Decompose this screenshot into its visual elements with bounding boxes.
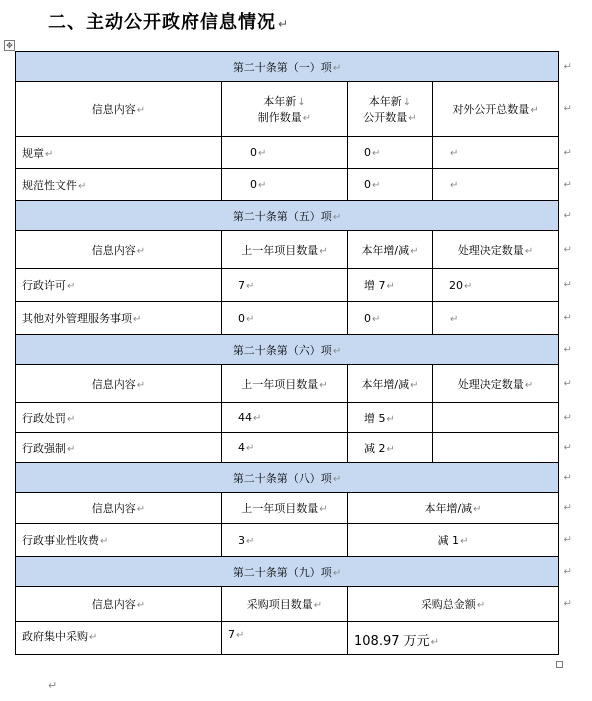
heading-text: 二、主动公开政府信息情况 bbox=[48, 12, 276, 33]
section-header-row bbox=[16, 463, 559, 493]
section-heading bbox=[48, 8, 289, 34]
table-row bbox=[16, 524, 559, 557]
header-prev-year-count: 上一年项目数量↵ bbox=[222, 231, 348, 269]
cell-value: ↵ ↵ bbox=[433, 302, 559, 335]
section-header-row bbox=[16, 52, 559, 82]
cell-value: 增 7↵ bbox=[348, 269, 433, 302]
row-label: 规章↵ bbox=[16, 137, 222, 169]
row-label: 规范性文件↵ bbox=[16, 169, 222, 201]
column-header-row bbox=[16, 365, 559, 403]
header-new-published: 本年新↓ 公开数量↵ bbox=[348, 82, 433, 137]
table-row bbox=[16, 302, 559, 335]
cell-value: 0↵ bbox=[222, 302, 348, 335]
column-header-row bbox=[16, 587, 559, 622]
table-move-handle-icon[interactable]: ✥ bbox=[4, 40, 15, 51]
cell-value: ↵ ↵ bbox=[433, 169, 559, 201]
cell-value: 108.97 万元↵ bbox=[348, 622, 559, 655]
row-label: 行政事业性收费↵ bbox=[16, 524, 222, 557]
header-total-published: 对外公开总数量↵ ↵ bbox=[433, 82, 559, 137]
header-year-change: 本年增/减↵ ↵ bbox=[348, 493, 559, 524]
row-label: 行政许可↵ bbox=[16, 269, 222, 302]
header-year-change: 本年增/减↵ bbox=[348, 365, 433, 403]
row-label: 政府集中采购↵ bbox=[16, 622, 222, 655]
header-info-content: 信息内容↵ bbox=[16, 82, 222, 137]
table-row bbox=[16, 433, 559, 463]
cell-value: 0↵ bbox=[222, 169, 348, 201]
disclosure-table bbox=[15, 51, 573, 655]
section-title: 第二十条第（六）项↵ ↵ bbox=[16, 335, 559, 365]
paragraph-mark-icon: ↵ bbox=[278, 17, 290, 31]
table-row bbox=[16, 403, 559, 433]
column-header-row bbox=[16, 82, 559, 137]
cell-value: 4↵ bbox=[222, 433, 348, 463]
header-new-made: 本年新↓ 制作数量↵ bbox=[222, 82, 348, 137]
section-header-row bbox=[16, 201, 559, 231]
section-title: 第二十条第（五）项↵ ↵ bbox=[16, 201, 559, 231]
cell-value: ↵ bbox=[433, 403, 559, 433]
paragraph-mark-icon: ↵ bbox=[48, 679, 58, 692]
table-resize-handle-icon[interactable] bbox=[556, 661, 563, 668]
cell-value: 3↵ bbox=[222, 524, 348, 557]
section-header-row bbox=[16, 335, 559, 365]
cell-value: 20↵ ↵ bbox=[433, 269, 559, 302]
cell-value: 0↵ bbox=[348, 302, 433, 335]
cell-value: 7↵ bbox=[222, 269, 348, 302]
section-title: 第二十条第（一）项↵ ↵ bbox=[16, 52, 559, 82]
header-info-content: 信息内容↵ bbox=[16, 231, 222, 269]
cell-value: 减 1↵ ↵ bbox=[348, 524, 559, 557]
header-info-content: 信息内容↵ bbox=[16, 493, 222, 524]
header-info-content: 信息内容↵ bbox=[16, 365, 222, 403]
row-label: 行政强制↵ bbox=[16, 433, 222, 463]
header-year-change: 本年增/减↵ bbox=[348, 231, 433, 269]
header-decision-count: 处理决定数量↵ ↵ bbox=[433, 231, 559, 269]
header-decision-count: 处理决定数量↵ ↵ bbox=[433, 365, 559, 403]
cell-value: ↵ ↵ bbox=[433, 137, 559, 169]
table-row bbox=[16, 269, 559, 302]
header-prev-year-count: 上一年项目数量↵ bbox=[222, 493, 348, 524]
cell-value: 44↵ bbox=[222, 403, 348, 433]
cell-value: 0↵ bbox=[348, 169, 433, 201]
table-row bbox=[16, 169, 559, 201]
header-info-content: 信息内容↵ bbox=[16, 587, 222, 622]
header-purchase-count: 采购项目数量↵ bbox=[222, 587, 348, 622]
table-row bbox=[16, 622, 559, 655]
row-label: 行政处罚↵ bbox=[16, 403, 222, 433]
section-title: 第二十条第（八）项↵ ↵ bbox=[16, 463, 559, 493]
section-header-row bbox=[16, 557, 559, 587]
row-label: 其他对外管理服务事项↵ bbox=[16, 302, 222, 335]
header-purchase-total: 采购总金额↵ ↵ bbox=[348, 587, 559, 622]
cell-value: 减 2↵ bbox=[348, 433, 433, 463]
cell-value: 7↵ bbox=[222, 622, 348, 655]
table-row bbox=[16, 137, 559, 169]
header-prev-year-count: 上一年项目数量↵ bbox=[222, 365, 348, 403]
cell-value: 增 5↵ bbox=[348, 403, 433, 433]
column-header-row bbox=[16, 231, 559, 269]
column-header-row bbox=[16, 493, 559, 524]
cell-value: ↵ bbox=[433, 433, 559, 463]
section-title: 第二十条第（九）项↵ ↵ bbox=[16, 557, 559, 587]
cell-value: 0↵ bbox=[348, 137, 433, 169]
cell-value: 0↵ bbox=[222, 137, 348, 169]
